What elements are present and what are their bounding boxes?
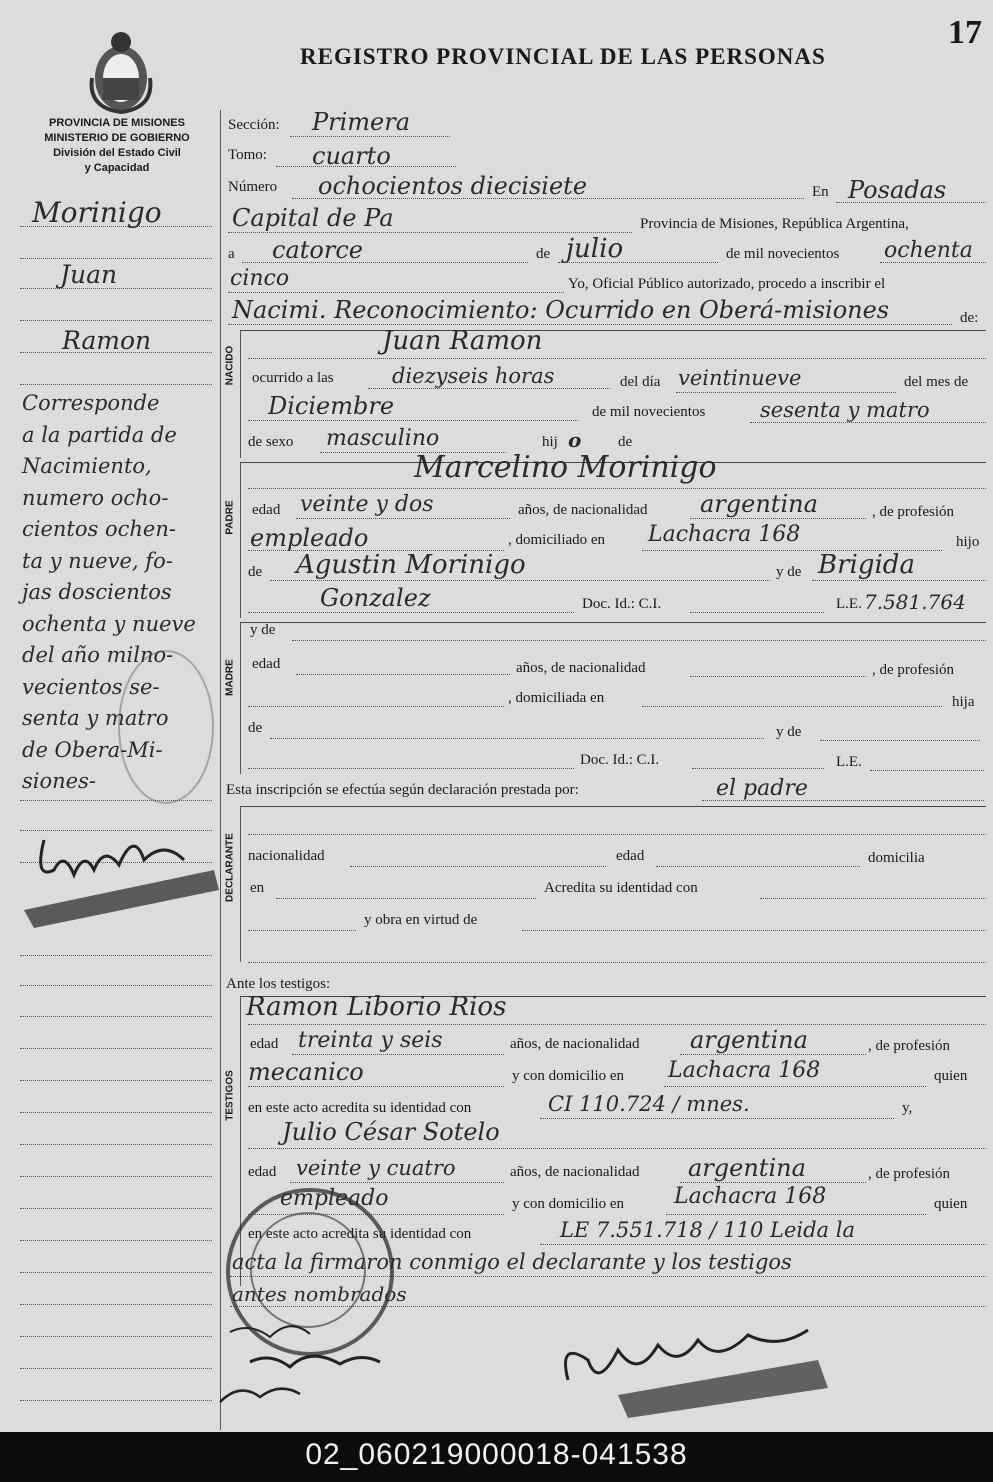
padre-profesion-value: empleado	[250, 524, 369, 552]
section-bracket	[240, 462, 241, 618]
scan-footer	[0, 1432, 993, 1482]
testigo2-quien-label: quien	[934, 1196, 968, 1212]
margin-note-line: de Obera-Mi-	[22, 737, 163, 762]
padre-y-de-label: y de	[776, 564, 802, 580]
madre-anios-label: años, de nacionalidad	[516, 660, 646, 676]
official-stamp-inner	[250, 1212, 366, 1328]
nacido-mes-value: Diciembre	[268, 392, 395, 420]
numero-label: Número	[228, 179, 278, 195]
padre-de-label: de	[248, 564, 263, 580]
testigo2-domicilio-label: y con domicilio en	[512, 1196, 625, 1212]
witness-signatures	[210, 1312, 410, 1422]
testigo2-profesion-value: empleado	[280, 1186, 389, 1211]
testigo1-edad-label: edad	[250, 1036, 279, 1052]
testigo2-profesion-label: , de profesión	[868, 1166, 951, 1182]
sexo-value: masculino	[326, 426, 440, 451]
testigo2-nacionalidad-value: argentina	[688, 1154, 806, 1182]
page-number: 17	[948, 14, 982, 51]
padre-profesion-label: , de profesión	[872, 504, 955, 520]
hijo-de-label: de	[618, 434, 633, 450]
margin-name-1: Juan	[60, 260, 118, 289]
anio-value-2: cinco	[230, 266, 290, 291]
testigo2-edad-value: veinte y cuatro	[296, 1156, 456, 1180]
madre-hija-label: hija	[952, 694, 975, 710]
del-mes-label: del mes de	[904, 374, 969, 390]
closing-line-2: antes nombrados	[232, 1282, 407, 1306]
issuer-header	[20, 116, 214, 176]
margin-note-line: del año milno-	[22, 643, 174, 667]
madre-de-label: de	[248, 720, 263, 736]
padre-hijo-label: hijo	[956, 534, 980, 550]
madre-y-de2-label: y de	[776, 724, 802, 740]
seccion-label: Sección:	[228, 117, 280, 133]
margin-note-line: ta y nueve, fo-	[22, 548, 173, 573]
padre-side-label: PADRE	[224, 500, 236, 535]
declarante-obra-label: y obra en virtud de	[364, 912, 478, 928]
madre-y-de-label: y de	[250, 622, 276, 638]
testigo1-profesion-value: mecanico	[248, 1058, 364, 1086]
testigo2-name: Julio César Sotelo	[282, 1118, 500, 1146]
faded-stamp	[118, 650, 214, 804]
testigos-side-label: TESTIGOS	[224, 1070, 236, 1121]
declarante-edad-label: edad	[616, 848, 645, 864]
margin-note-line: Corresponde	[22, 391, 160, 415]
tomo-value: cuarto	[312, 142, 391, 170]
declarante-domicilia-label: domicilia	[868, 850, 925, 866]
acto-value: Nacimi. Reconocimiento: Ocurrido en Oberá-misiones	[232, 296, 890, 324]
nacido-anio-value: sesenta y matro	[760, 398, 930, 422]
padre-le-label: L.E.	[836, 596, 862, 612]
padre-domiciliado-label: , domiciliado en	[508, 532, 606, 548]
closing-line-1: acta la firmaron conmigo el declarante y los testigos	[232, 1250, 792, 1274]
anio-value-1: ochenta	[884, 238, 973, 263]
section-bracket	[240, 806, 241, 962]
padre-de-value: Agustin Morinigo	[296, 550, 526, 580]
oficial-label: Yo, Oficial Público autorizado, procedo a inscribir el	[568, 276, 886, 292]
padre-anios-label: años, de nacionalidad	[518, 502, 648, 518]
margin-note-line: jas doscientos	[22, 580, 172, 604]
provincia-label: Provincia de Misiones, República Argentina,	[640, 216, 909, 232]
testigo1-nacionalidad-value: argentina	[690, 1026, 808, 1054]
margin-note-line: Nacimiento,	[22, 454, 152, 478]
section-bracket	[240, 622, 241, 774]
issuer-line-1: PROVINCIA DE MISIONES	[49, 117, 185, 129]
padre-edad-label: edad	[252, 502, 281, 518]
margin-note-line: ochenta y nueve	[22, 611, 196, 636]
issuer-line-4: y Capacidad	[84, 162, 150, 174]
testigo1-y-label: y,	[902, 1100, 913, 1116]
padre-madre-de-2-value: Gonzalez	[320, 584, 431, 612]
padre-doc-label: Doc. Id.: C.I.	[582, 596, 662, 612]
declarante-acredita-label: Acredita su identidad con	[544, 880, 698, 896]
hijo-label: hij	[542, 434, 558, 450]
margin-name-2: Ramon	[62, 326, 152, 355]
de-mil-label: de mil novecientos	[726, 246, 840, 262]
testigo2-doc-value: LE 7.551.718 / 110 Leida la	[560, 1218, 855, 1242]
margin-note-line: numero ocho-	[22, 485, 169, 510]
testigo1-profesion-label: , de profesión	[868, 1038, 951, 1054]
hijo-suffix: o	[568, 428, 582, 452]
nacido-dia-value: veintinueve	[678, 366, 802, 390]
testigo2-edad-label: edad	[248, 1164, 277, 1180]
padre-le-value: 7.581.764	[864, 590, 966, 614]
issuer-line-3: División del Estado Civil	[53, 147, 181, 159]
nacido-name: Juan Ramon	[382, 326, 543, 356]
testigo2-domicilio-value: Lachacra 168	[674, 1184, 827, 1209]
testigo2-anios-label: años, de nacionalidad	[510, 1164, 640, 1180]
ocurrido-label: ocurrido a las	[252, 370, 334, 386]
nacido-side-label: NACIDO	[224, 345, 236, 386]
hora-value: diezyseis horas	[392, 364, 555, 388]
tomo-label: Tomo:	[228, 147, 267, 163]
padre-madre-de-value: Brigida	[818, 550, 915, 580]
madre-edad-label: edad	[252, 656, 281, 672]
declarante-nacionalidad-label: nacionalidad	[248, 848, 325, 864]
testigo1-domicilio-value: Lachacra 168	[668, 1058, 821, 1083]
testigo1-domicilio-label: y con domicilio en	[512, 1068, 625, 1084]
margin-surname: Morinigo	[32, 196, 162, 229]
dia-value: catorce	[272, 236, 363, 264]
en-label: En	[812, 184, 829, 200]
madre-side-label: MADRE	[224, 659, 236, 696]
testigo1-acredita-label: en este acto acredita su identidad con	[248, 1100, 472, 1116]
padre-name: Marcelino Morinigo	[414, 450, 717, 485]
registrar-signature	[24, 810, 224, 930]
testigo1-anios-label: años, de nacionalidad	[510, 1036, 640, 1052]
de-label: de	[536, 246, 551, 262]
declaracion-label: Esta inscripción se efectúa según declaración prestada por:	[226, 782, 579, 798]
section-rule	[240, 330, 986, 331]
padre-domicilio-value: Lachacra 168	[648, 522, 801, 547]
margin-note-line: vecientos se-	[22, 674, 160, 699]
declaracion-value: el padre	[716, 776, 808, 801]
section-bracket	[240, 330, 241, 458]
lugar2-value: Capital de Pa	[232, 204, 394, 232]
section-rule	[240, 622, 986, 623]
del-dia-label: del día	[620, 374, 661, 390]
declarante-side-label: DECLARANTE	[224, 833, 236, 902]
madre-profesion-label: , de profesión	[872, 662, 955, 678]
padre-edad-value: veinte y dos	[300, 492, 434, 517]
column-divider	[220, 110, 221, 1430]
padre-nacionalidad-value: argentina	[700, 490, 818, 518]
testigo1-name: Ramon Liborio Rios	[246, 992, 507, 1022]
margin-note-line: a la partida de	[22, 422, 177, 447]
mes-value: julio	[566, 234, 624, 264]
madre-doc-label: Doc. Id.: C.I.	[580, 752, 660, 768]
issuer-line-2: MINISTERIO DE GOBIERNO	[44, 132, 190, 144]
margin-note-line: cientos ochen-	[22, 517, 176, 541]
testigos-intro: Ante los testigos:	[226, 976, 331, 992]
seccion-value: Primera	[312, 108, 411, 136]
numero-value: ochocientos diecisiete	[318, 172, 588, 200]
de-end-label: de:	[960, 310, 979, 326]
declarante-en-label: en	[250, 880, 265, 896]
madre-le-label: L.E.	[836, 754, 862, 770]
officer-signature	[548, 1310, 848, 1420]
testigo1-quien-label: quien	[934, 1068, 968, 1084]
section-rule	[240, 806, 986, 807]
testigo1-doc-value: CI 110.724 / mnes.	[548, 1092, 750, 1116]
document-id: 02_060219000018-041538	[305, 1438, 688, 1471]
a-label: a	[228, 246, 235, 262]
nacido-de-mil-label: de mil novecientos	[592, 404, 706, 420]
testigo1-edad-value: treinta y seis	[298, 1028, 443, 1053]
page-title: REGISTRO PROVINCIAL DE LAS PERSONAS	[300, 44, 826, 69]
margin-note-line: siones-	[22, 769, 96, 793]
sexo-label: de sexo	[248, 434, 294, 450]
testigo2-acredita-label: en este acto acredita su identidad con	[248, 1226, 472, 1242]
margin-note-line: senta y matro	[22, 706, 169, 730]
lugar-value: Posadas	[848, 176, 947, 204]
madre-domiciliada-label: , domiciliada en	[508, 690, 605, 706]
coat-of-arms-icon	[86, 28, 156, 114]
